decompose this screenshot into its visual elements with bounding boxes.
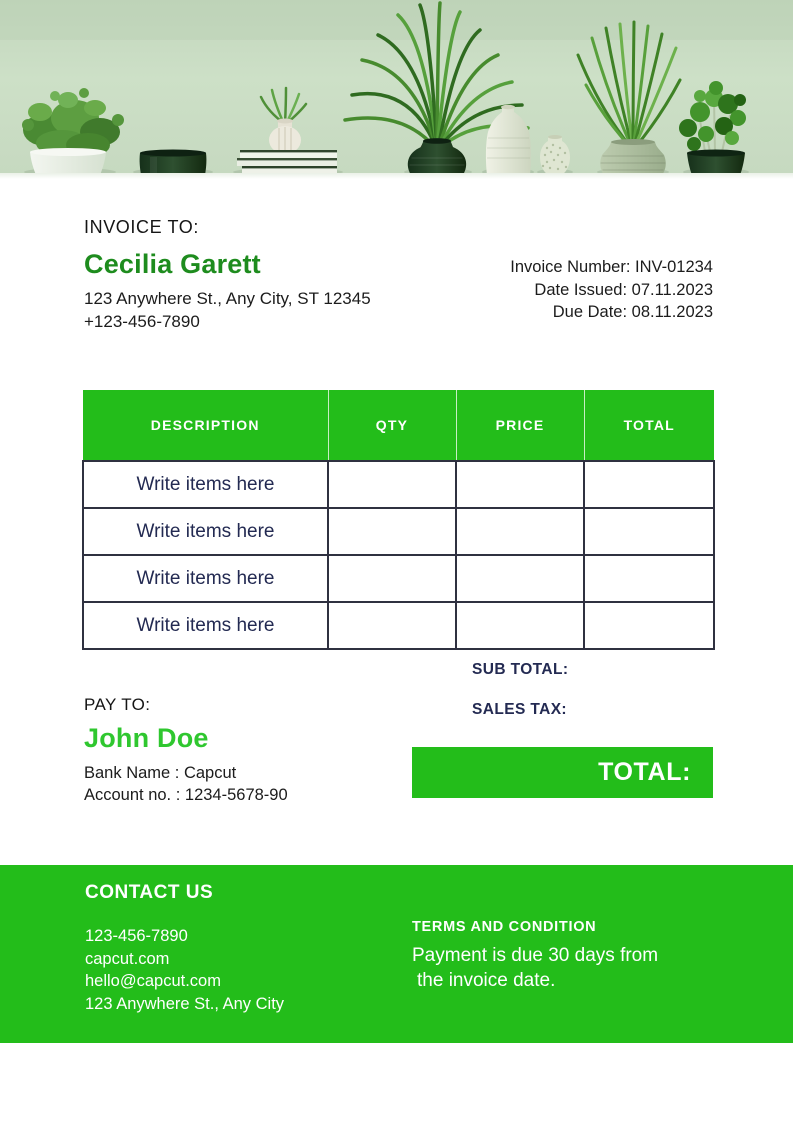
contact-address: 123 Anywhere St., Any City	[85, 994, 285, 1013]
price-cell[interactable]	[456, 508, 584, 555]
description-cell[interactable]: Write items here	[83, 555, 328, 602]
invoice-number-label: Invoice Number:	[510, 258, 631, 276]
contact-email: hello@capcut.com	[85, 972, 221, 990]
client-name: Cecilia Garett	[84, 249, 261, 279]
plants-photo-banner	[0, 0, 793, 179]
table-row	[83, 555, 714, 602]
date-issued-value: 07.11.2023	[631, 280, 713, 299]
pay-to-label: PAY TO:	[84, 695, 151, 714]
qty-cell[interactable]	[328, 508, 456, 555]
contact-lines	[85, 925, 284, 1015]
terms-text	[412, 943, 658, 993]
header-description: DESCRIPTION	[83, 390, 328, 461]
table-row	[83, 508, 714, 555]
qty-cell[interactable]	[328, 555, 456, 602]
due-date-line	[510, 301, 713, 324]
total-cell[interactable]	[584, 461, 714, 508]
total-cell[interactable]	[584, 508, 714, 555]
header-qty: QTY	[328, 390, 456, 461]
total-bar	[412, 747, 713, 798]
qty-cell[interactable]	[328, 461, 456, 508]
terms-line-1: Payment is due 30 days from	[412, 945, 659, 966]
terms-section	[412, 919, 658, 993]
contact-website: capcut.com	[85, 949, 170, 968]
date-issued-label: Date Issued:	[534, 280, 628, 299]
total-cell[interactable]	[584, 555, 714, 602]
account-number: Account no. : 1234-5678-90	[84, 785, 288, 804]
header-price: PRICE	[456, 390, 584, 461]
price-cell[interactable]	[456, 555, 584, 602]
terms-heading: TERMS AND CONDITION	[412, 919, 597, 935]
pay-to-section	[84, 695, 288, 806]
description-cell[interactable]: Write items here	[83, 508, 328, 555]
invoice-number-value: INV-01234	[635, 258, 713, 276]
table-row	[83, 602, 714, 649]
client-phone: +123-456-7890	[84, 312, 200, 331]
invoice-meta-section	[510, 256, 713, 324]
price-cell[interactable]	[456, 602, 584, 649]
header-total: TOTAL	[584, 390, 714, 461]
dark-cylinder-pot-icon	[140, 150, 207, 176]
price-cell[interactable]	[456, 461, 584, 508]
items-table	[82, 390, 715, 650]
client-address: 123 Anywhere St., Any City, ST 12345	[84, 289, 371, 308]
sub-total-label: SUB TOTAL:	[472, 661, 569, 678]
terms-line-2: the invoice date.	[417, 970, 556, 991]
description-cell[interactable]: Write items here	[83, 461, 328, 508]
invoice-number-line	[510, 256, 713, 279]
qty-cell[interactable]	[328, 602, 456, 649]
total-label: TOTAL:	[598, 758, 691, 786]
shelf-edge	[0, 173, 793, 179]
description-cell[interactable]: Write items here	[83, 602, 328, 649]
sales-tax-label: SALES TAX:	[472, 701, 567, 718]
table-header-row	[83, 390, 714, 461]
date-issued-line	[510, 279, 713, 302]
footer	[0, 865, 793, 1043]
payee-name: John Doe	[84, 723, 209, 753]
due-date-label: Due Date:	[552, 303, 628, 321]
contact-us-heading: CONTACT US	[85, 882, 214, 903]
contact-phone: 123-456-7890	[85, 927, 188, 945]
due-date-value: 08.11.2023	[631, 303, 713, 321]
bank-name: Bank Name : Capcut	[84, 764, 237, 782]
table-row	[83, 461, 714, 508]
invoice-to-section	[84, 217, 371, 333]
invoice-to-label: INVOICE TO:	[84, 217, 199, 237]
total-cell[interactable]	[584, 602, 714, 649]
